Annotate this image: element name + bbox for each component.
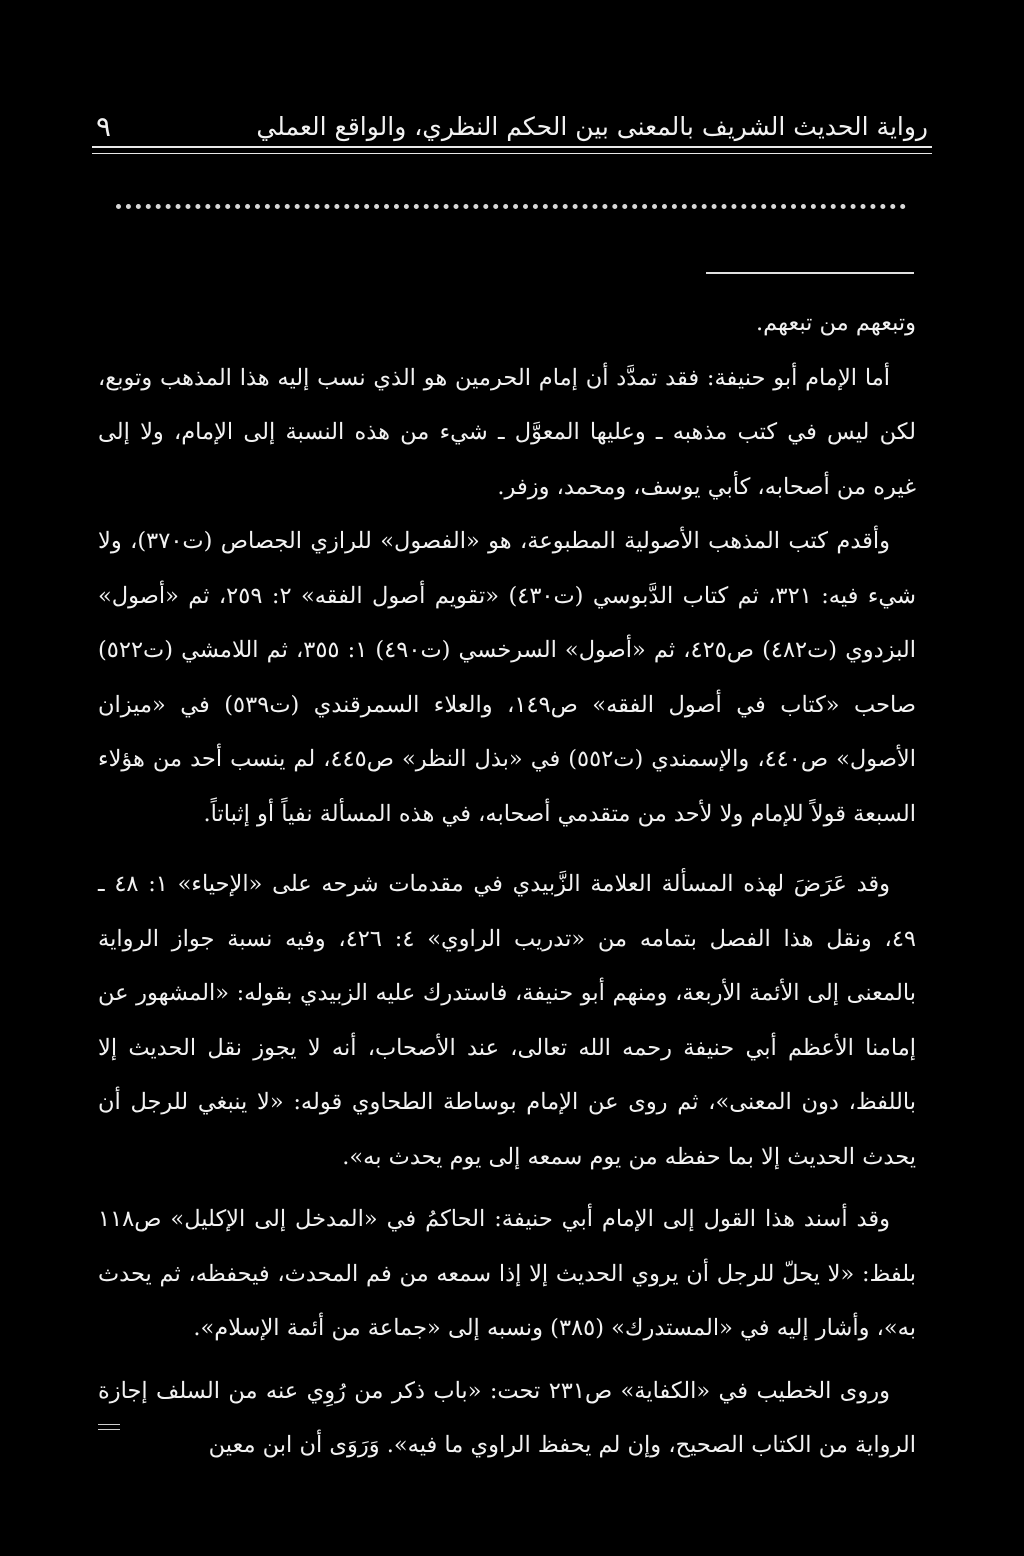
footnote-paragraph: وتبعهم من تبعهم.	[755, 310, 916, 336]
footnote-paragraph: وقد أسند هذا القول إلى الإمام أبي حنيفة: الحاكمُ في «المدخل إلى الإكليل» ص١١٨ بلفظ: «لا يحلّ للرجل أن يروي الحديث إلا إذا سمعه من فم المحدث، فيحفظه، ثم يحدث به»، وأشار إليه في «المستدرك» (٣٨٥) ونسبه إلى «جماعة من أئمة الإسلام».	[98, 1206, 916, 1341]
page-number: ٩	[96, 109, 112, 143]
footnote-separator-rule	[706, 272, 914, 274]
footnote-paragraph: وروى الخطيب في «الكفاية» ص٢٣١ تحت: «باب ذكر من رُوِي عنه من السلف إجازة الرواية من الكتاب الصحيح، وإن لم يحفظ الراوي ما فيه». وَرَوَى أن ابن معين	[98, 1377, 916, 1458]
footnote-paragraph: وقد عَرَضَ لهذه المسألة العلامة الزَّبيدي في مقدمات شرحه على «الإحياء» ١: ٤٨ ـ ٤٩، ونقل هذا الفصل بتمامه من «تدريب الراوي» ٤: ٤٢٦، وفيه نسبة جواز الرواية بالمعنى إلى الأئمة الأربعة، ومنهم أبو حنيفة، فاستدرك عليه الزبيدي بقوله: «المشهور عن إمامنا الأعظم أبي حنيفة رحمه الله تعالى، عند الأصحاب، أنه لا يجوز نقل الحديث إلا باللفظ، دون المعنى»، ثم روى عن الإمام بوساطة الطحاوي قوله: «لا ينبغي للرجل أن يحدث الحديث إلا بما حفظه من يوم سمعه إلى يوم يحدث به».	[98, 871, 916, 1170]
footnotes-body	[98, 296, 916, 1473]
footnote-paragraph: وأقدم كتب المذهب الأصولية المطبوعة، هو «الفصول» للرازي الجصاص (ت٣٧٠)، ولا شيء فيه: ٣٢١، ثم كتاب الدَّبوسي (ت٤٣٠) «تقويم أصول الفقه» ٢: ٢٥٩، ثم «أصول» البزدوي (ت٤٨٢) ص٤٢٥، ثم «أصول» السرخسي (ت٤٩٠) ١: ٣٥٥، ثم اللامشي (ت٥٢٢) صاحب «كتاب في أصول الفقه» ص١٤٩، والعلاء السمرقندي (ت٥٣٩) في «ميزان الأصول» ص٤٤٠، والإسمندي (ت٥٥٢) في «بذل النظر» ص٤٤٥، لم ينسب أحد من هؤلاء السبعة قولاً للإمام ولا لأحد من متقدمي أصحابه، في هذه المسألة نفياً أو إثباتاً.	[98, 528, 917, 827]
running-header	[96, 104, 928, 148]
dotted-separator	[116, 204, 906, 209]
header-double-rule	[92, 146, 932, 154]
header-title: رواية الحديث الشريف بالمعنى بين الحكم النظري، والواقع العملي	[256, 111, 928, 141]
footnote-paragraph: أما الإمام أبو حنيفة: فقد تمدَّد أن إمام الحرمين هو الذي نسب إليه هذا المذهب وتوبع، لكن ليس في كتب مذهبه ـ وعليها المعوَّل ـ شيء من هذه النسبة إلى الإمام، ولا إلى غيره من أصحابه، كأبي يوسف، ومحمد، وزفر.	[98, 364, 916, 500]
continuation-mark	[98, 1424, 120, 1430]
